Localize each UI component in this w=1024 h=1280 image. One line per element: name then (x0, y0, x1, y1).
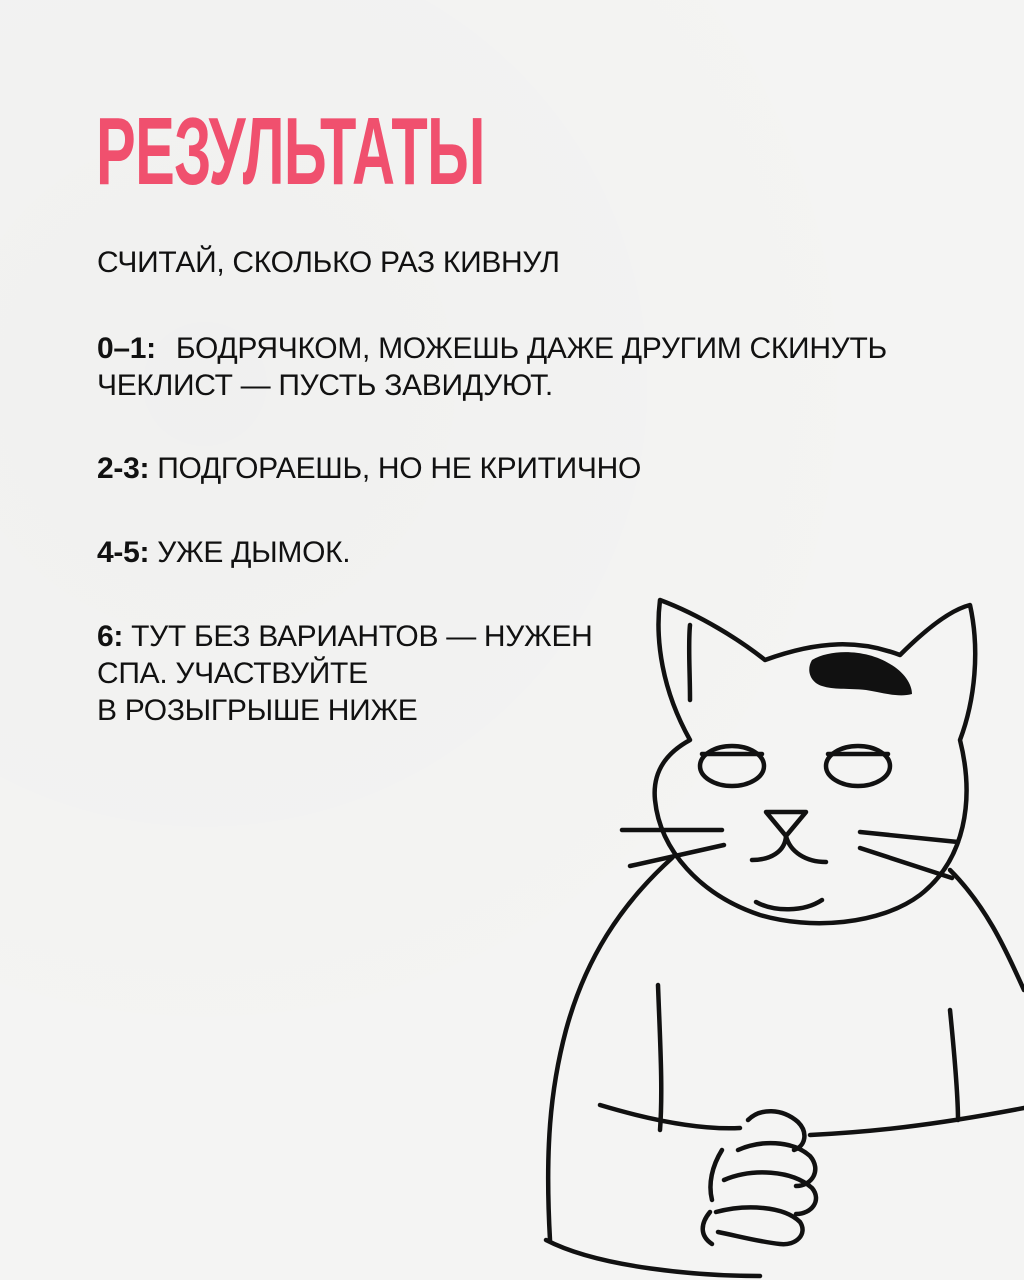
cat-illustration (520, 580, 1024, 1280)
result-range: 4-5: (97, 536, 150, 569)
result-2-3 (97, 450, 641, 487)
cat-ear-left-icon (689, 625, 690, 700)
page-title: РЕЗУЛЬТАТЫ (96, 98, 485, 205)
cat-left-arm (600, 985, 740, 1130)
result-6-line-3: В РОЗЫГРЫШЕ НИЖЕ (97, 694, 418, 727)
result-0-1-line-1 (97, 330, 977, 367)
result-range: 2-3: (97, 452, 150, 485)
result-text: ТУТ БЕЗ ВАРИАНТОВ — НУЖЕН (131, 620, 593, 653)
cat-nose-icon (766, 812, 806, 836)
result-range: 0–1: (97, 332, 156, 365)
result-range: 6: (97, 620, 124, 653)
result-0-1-line-2: ЧЕКЛИСТ — ПУСТЬ ЗАВИДУЮТ. (97, 369, 553, 402)
cat-whiskers-icon (622, 830, 958, 878)
result-text: БОДРЯЧКОМ, МОЖЕШЬ ДАЖЕ ДРУГИМ СКИНУТЬ (175, 332, 887, 365)
cat-mouth-icon (752, 836, 826, 862)
result-0-1 (97, 330, 977, 404)
cat-paws-icon (703, 1111, 816, 1244)
result-text: УЖЕ ДЫМОК. (157, 536, 351, 569)
result-text: ПОДГОРАЕШЬ, НО НЕ КРИТИЧНО (157, 452, 642, 485)
intro-text: СЧИТАЙ, СКОЛЬКО РАЗ КИВНУЛ (97, 246, 560, 279)
result-4-5 (97, 534, 350, 571)
cat-spot-icon (809, 652, 912, 695)
cat-right-arm (810, 1010, 1024, 1135)
result-6-line-2: СПА. УЧАСТВУЙТЕ (97, 657, 368, 690)
